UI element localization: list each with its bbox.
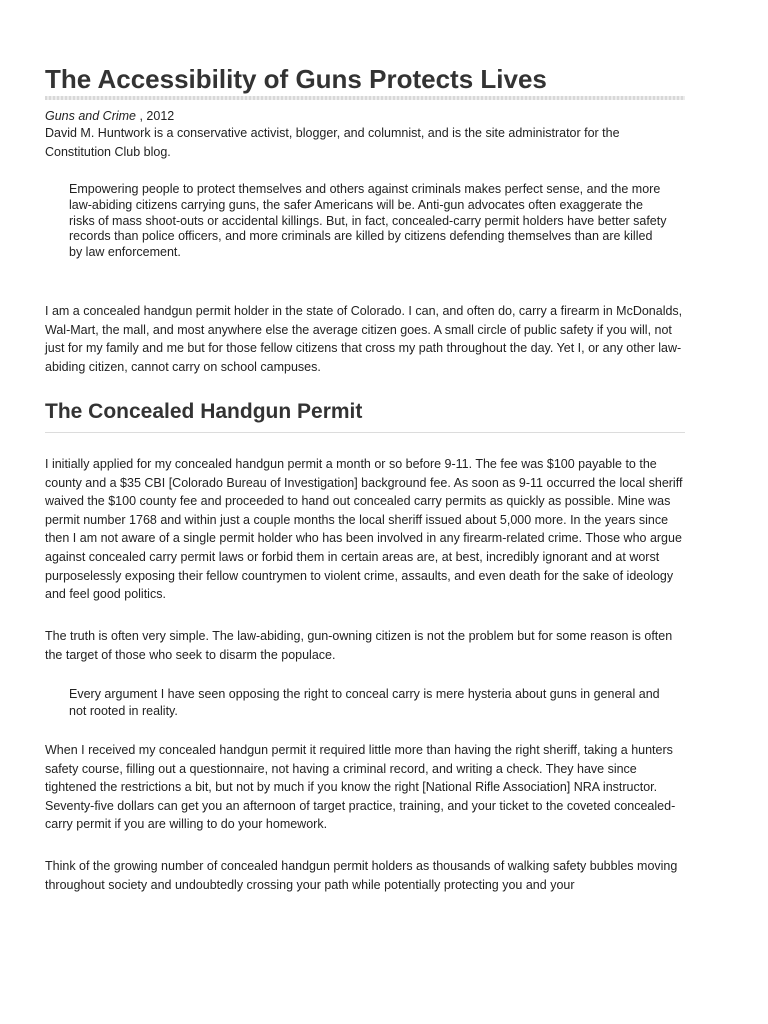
source-publication: Guns and Crime <box>45 109 137 123</box>
article-title: The Accessibility of Guns Protects Lives <box>45 64 547 94</box>
paragraph-1: I am a concealed handgun permit holder in the state of Colorado. I can, and often do, carry a firearm in McDonalds, Wal-Mart, the mall, and most anywhere else the average citizen goes. A small circle of public safety if you will, not just for my family and me but for those fellow citizens that cross my path throughout the day. Yet I, or any other law-abiding citizen, cannot carry on school campuses. <box>45 304 683 374</box>
section-divider <box>45 432 685 433</box>
source-line <box>45 107 174 125</box>
block-quote-1: Empowering people to protect themselves and others against criminals makes perfect sense, and the more law-abiding citizens carrying guns, the safer Americans will be. Anti-gun advocates often exaggerate the risks of mass shoot-outs or accidental killings. But, in fact, concealed-carry permit holders have better safety records than police officers, and more criminals are killed by citizens defending themselves than are killed by law enforcement. <box>69 182 667 260</box>
title-divider <box>45 96 685 100</box>
paragraph-5: Think of the growing number of concealed handgun permit holders as thousands of walking safety bubbles moving throughout society and undoubtedly crossing your path while potentially protecting you and your <box>45 859 678 892</box>
section-heading: The Concealed Handgun Permit <box>45 400 363 423</box>
paragraph-4: When I received my concealed handgun permit it required little more than having the right sheriff, taking a hunters safety course, filling out a questionnaire, not having a criminal record, and writing a check. They have since tightened the restrictions a bit, but not by much if you know the right [National Rifle Association] NRA instructor. Seventy-five dollars can get you an afternoon of target practice, training, and your ticket to the coveted concealed-carry permit if you are willing to do your homework. <box>45 743 676 832</box>
source-year: , 2012 <box>136 109 175 123</box>
author-note: David M. Huntwork is a conservative activist, blogger, and columnist, and is the site administrator for the Constitution Club blog. <box>45 126 620 159</box>
paragraph-2: I initially applied for my concealed handgun permit a month or so before 9-11. The fee was $100 payable to the county and a $35 CBI [Colorado Bureau of Investigation] background fee. As soon as 9-11 occurred the local sheriff waived the $100 county fee and proceeded to hand out concealed carry permits as quickly as possible. Mine was permit number 1768 and within just a couple months the local sheriff issued about 5,000 more. In the years since then I am not aware of a single permit holder who has been involved in any firearm-related crime. Those who argue against concealed carry permit laws or forbid them in certain areas are, at best, incredibly ignorant and at worst purposelessly exposing their fellow countrymen to violent crime, assaults, and even death for the sake of ideology and feel good politics. <box>45 457 683 602</box>
block-quote-2: Every argument I have seen opposing the right to conceal carry is mere hysteria about guns in general and not rooted in reality. <box>69 687 660 718</box>
paragraph-3: The truth is often very simple. The law-abiding, gun-owning citizen is not the problem but for some reason is often the target of those who seek to disarm the populace. <box>45 629 673 662</box>
